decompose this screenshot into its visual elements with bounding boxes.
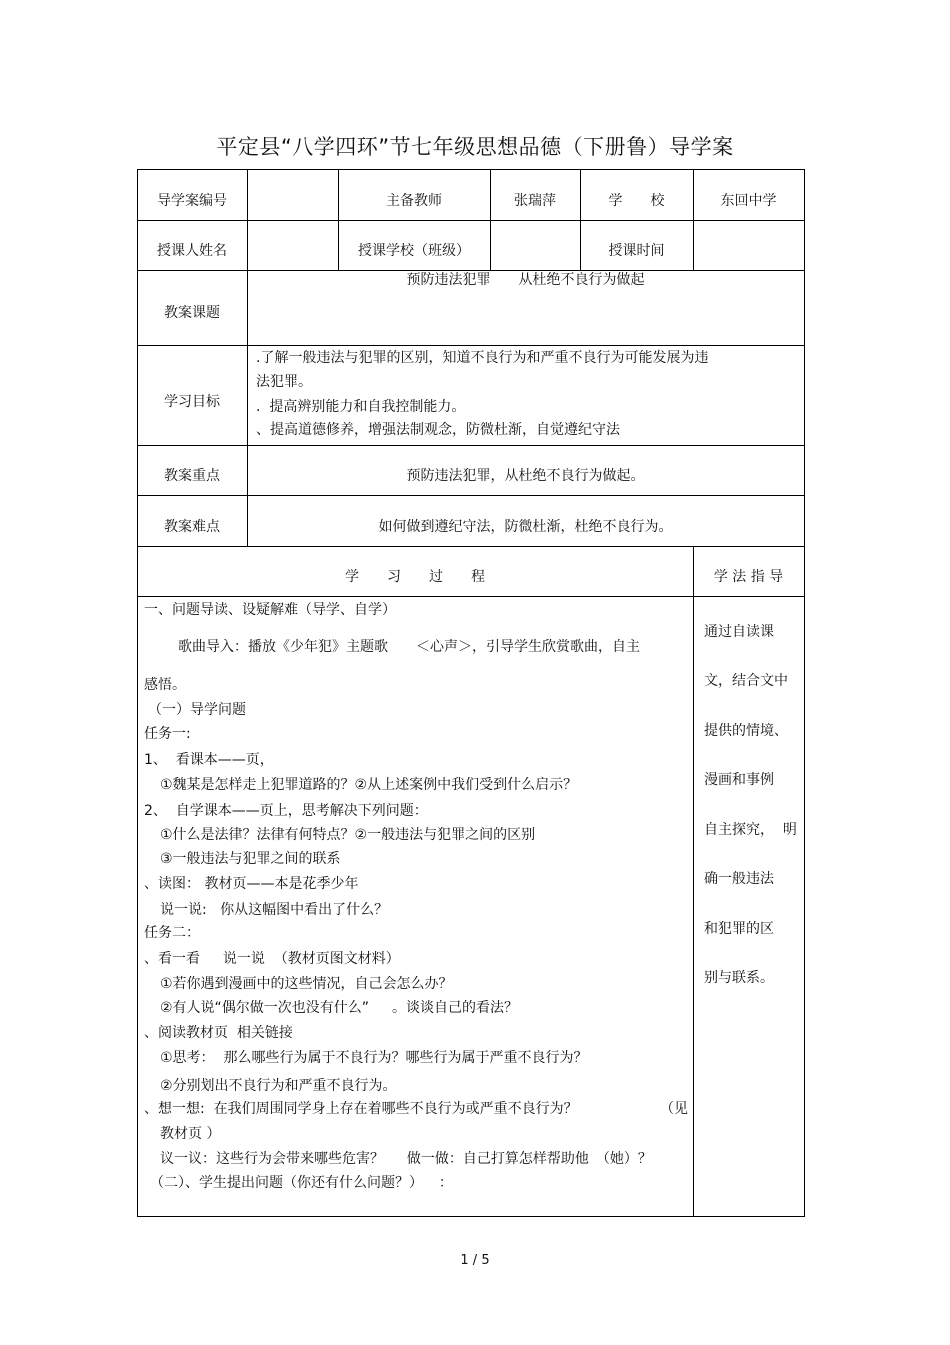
guide-header: 学 法 指 导 [713,569,784,585]
process-line: ②分别划出不良行为和严重不良行为。 [160,1078,397,1094]
goal-line: 、提高道德修养，增强法制观念，防微杜渐，自觉遵纪守法 [256,422,620,438]
guide-line: 提供的情境、 [704,723,788,739]
goal-line: 法犯罪。 [256,374,312,390]
guide-line: 文，结合文中 [704,673,788,689]
goal-line: . 提高辨别能力和自我控制能力。 [256,399,466,415]
process-line: 、阅读教材页 相关链接 [144,1025,293,1041]
process-line: 任务二： [144,925,200,941]
process-line: 1、 看课本——页， [144,752,274,768]
time-label: 授课时间 [608,243,665,259]
guide-line: 自主探究， 明 [704,822,797,838]
process-line: ①若你遇到漫画中的这些情况，自己会怎么办？ [160,976,453,992]
process-header: 学 习 过 程 [345,569,485,585]
key-point-value: 预防违法犯罪，从杜绝不良行为做起。 [406,468,645,484]
process-line: 任务一: [144,726,191,742]
process-line: 2、 自学课本——页上，思考解决下列问题： [144,803,428,819]
class-label: 授课学校（班级） [358,243,470,259]
process-line: （见 [660,1101,688,1117]
process-line: （一）导学问题 [148,702,246,718]
guide-line: 漫画和事例 [704,772,774,788]
process-line: 说一说: 你从这幅图中看出了什么？ [160,902,389,918]
page-number: 1 / 5 [460,1253,490,1268]
process-line: 感悟。 [144,677,186,693]
process-line: 、读图： 教材页——本是花季少年 [144,876,359,892]
case-no-label: 导学案编号 [157,193,227,209]
process-line: 、看一看 说一说 （教材页图文材料） [144,951,400,967]
process-line: 一、问题导读、设疑解难（导学、自学） [144,602,396,618]
process-line: ①魏某是怎样走上犯罪道路的？②从上述案例中我们受到什么启示？ [160,777,578,793]
process-line: ①什么是法律？法律有何特点？②一般违法与犯罪之间的区别 [160,827,536,843]
process-line: （二）、学生提出问题（你还有什么问题？） ： [150,1175,453,1191]
teacher-value: 张瑞萍 [514,193,556,209]
school-value: 东回中学 [720,193,777,209]
difficulty-value: 如何做到遵纪守法，防微杜渐，杜绝不良行为。 [378,519,673,535]
guide-line: 和犯罪的区 [704,921,774,937]
key-point-label: 教案重点 [164,468,220,484]
difficulty-label: 教案难点 [164,519,220,535]
instructor-label: 授课人姓名 [157,243,227,259]
process-line: ②有人说“偶尔做一次也没有什么” 。谈谈自己的看法？ [160,1000,518,1016]
guide-line: 别与联系。 [704,970,774,986]
document-title: 平定县“八学四环”节七年级思想品德（下册鲁）导学案 [216,135,734,159]
process-line: ①思考： 那么哪些行为属于不良行为？哪些行为属于严重不良行为？ [160,1050,588,1066]
guide-line: 通过自读课 [704,624,774,640]
teacher-label: 主备教师 [386,193,442,209]
goals-label: 学习目标 [164,394,220,410]
process-line: ③一般违法与犯罪之间的联系 [160,851,341,867]
process-line: 歌曲导入：播放《少年犯》主题歌 ＜心声＞，引导学生欣赏歌曲，自主 [178,639,640,655]
topic-value: 预防违法犯罪 从杜绝不良行为做起 [406,272,645,288]
process-line: 教材页 ） [160,1126,221,1142]
guide-line: 确一般违法 [704,871,774,887]
process-line: 议一议：这些行为会带来哪些危害？ 做一做：自己打算怎样帮助他 （她）？ [160,1151,652,1167]
goal-line: .了解一般违法与犯罪的区别，知道不良行为和严重不良行为可能发展为违 [256,350,709,366]
topic-label: 教案课题 [164,305,220,321]
school-label: 学 校 [608,193,665,209]
process-line: 、想一想: 在我们周围同学身上存在着哪些不良行为或严重不良行为？ [144,1101,578,1117]
